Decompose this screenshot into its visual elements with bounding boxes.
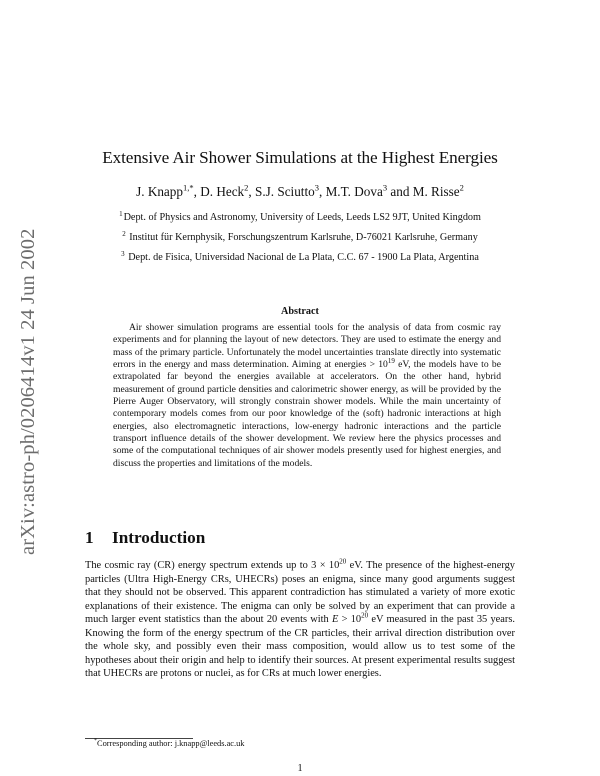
author: M.T. Dova$^3$ and	[325, 182, 413, 199]
abstract-heading: Abstract	[281, 306, 319, 317]
author-list	[0, 184, 600, 200]
arxiv-stamp	[17, 210, 39, 555]
section-heading	[85, 528, 205, 548]
paper-title: Extensive Air Shower Simulations at the Highest Energies	[102, 148, 498, 167]
section-title: Introduction	[112, 528, 206, 547]
author: D. Heck$^2$,	[200, 182, 255, 199]
affiliation: $^2$ Institut für Kernphysik, Forschungszentrum Karlsruhe, D-76021 Karlsruhe, Germany	[122, 229, 478, 243]
author: M. Risse$^2$	[412, 182, 464, 199]
footnote: *Corresponding author: j.knapp@leeds.ac.uk	[94, 738, 245, 748]
author: S.J. Sciutto$^3$,	[255, 182, 326, 199]
introduction-paragraph: The cosmic ray (CR) energy spectrum extends up to $3 \times 10^{20}$ eV. The presence of the highest-energy particles (Ultra High-Energy CRs, UHECRs) poses an enigma, since many good arguments suggest that they should not be observed. This apparent contradiction has stimulated a variety of more exotic explanations of their existence. The enigma can only be solved by an experiment that can provide a much larger event statistics than the about 20 events with $E > 10^{20}$ eV measured in the past 35 years. Knowing the form of the energy spectrum of the CR particles, their arrival direction distribution over the whole sky, and possibly even their mass composition, would allow us to test some of the hypotheses about their origin and help to identify their sources. At present experimental results suggest that UHECRs are protons or nuclei, as for CRs at much lower energies.	[85, 557, 515, 679]
page-number: 1	[297, 763, 303, 774]
author: J. Knapp$^{1,*}$,	[136, 182, 201, 199]
arxiv-id: arXiv:astro-ph/0206414v1 24 Jun 2002	[17, 228, 39, 555]
section-number: 1	[85, 528, 94, 547]
abstract-text: Air shower simulation programs are essential tools for the analysis of data from cosmic ray experiments and for planning the layout of new detectors. They are used to estimate the energy and mass of the primary particle. Unfortunately the model uncertainties translate directly into systematic errors in the energy and mass determination. Aiming at energies > $10^{19}$ eV, the models have to be extrapolated far beyond the energies available at accelerators. On the other hand, hybrid measurement of ground particle densities and calorimetric shower energy, as will be provided by the Pierre Auger Observatory, will strongly constrain shower models. While the main uncertainty of contemporary models comes from our poor knowledge of the (soft) hadronic interactions at high energies, also electromagnetic interactions, low-energy hadronic interactions and the particle transport influence details of the shower development. We review here the physics processes and some of the computational techniques of air shower models presently used for highest energies, and discuss the properties and limitations of the models.	[113, 322, 501, 469]
affiliation: $^3$ Dept. de Fisica, Universidad Nacional de La Plata, C.C. 67 - 1900 La Plata, Argentina	[121, 249, 479, 263]
affiliation: $^1$Dept. of Physics and Astronomy, University of Leeds, Leeds LS2 9JT, United Kingdom	[119, 209, 481, 223]
